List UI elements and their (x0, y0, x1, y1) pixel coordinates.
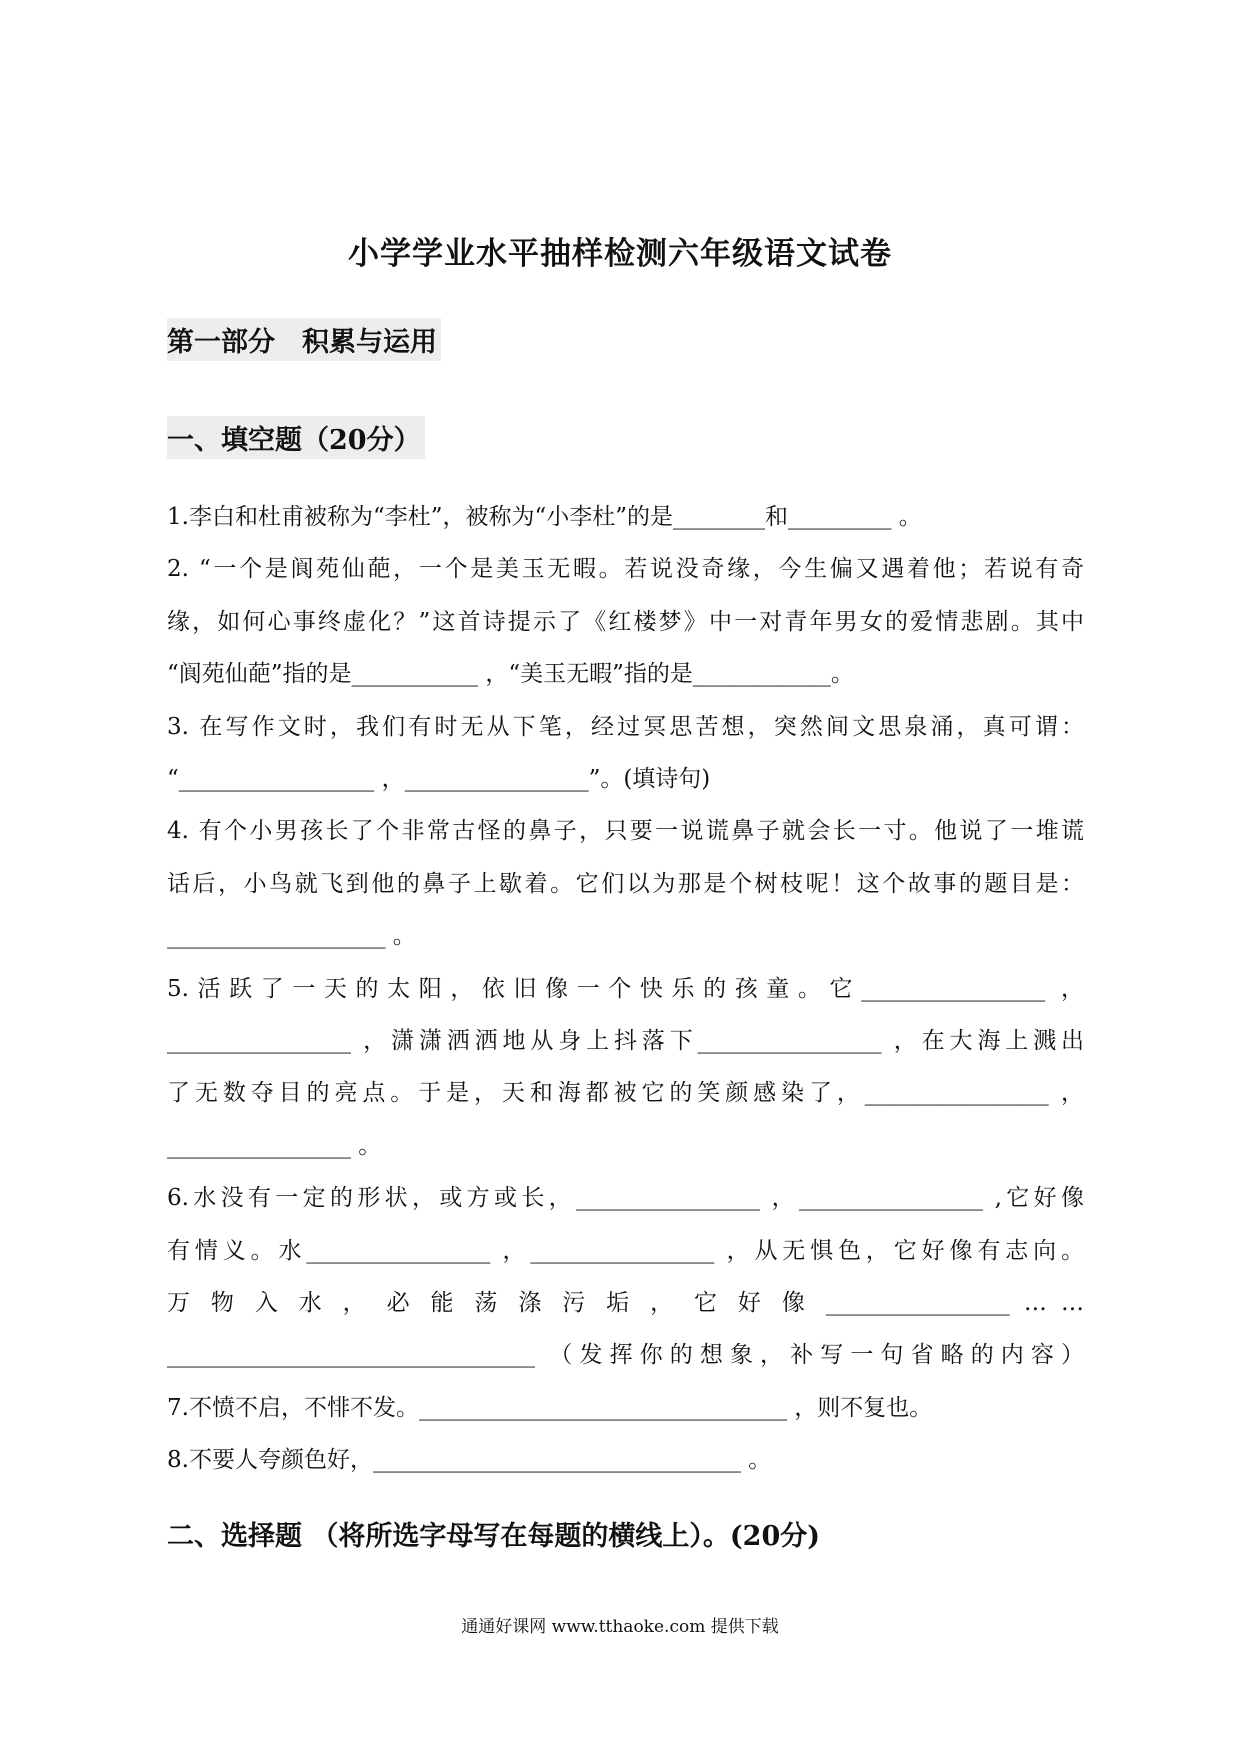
question-line: “阆苑仙葩”指的是___________ ，“美玉无暇”指的是____________。 (167, 661, 854, 688)
footer-watermark: 通通好课网 www.tthaoke.com 提供下载 (461, 1617, 779, 1637)
question-line: 4. 有个小男孩长了个非常古怪的鼻子，只要一说谎鼻子就会长一寸。他说了一堆谎 (167, 818, 1084, 845)
question-line: 1.李白和杜甫被称为“李杜”，被称为“小李杜”的是________和_________ 。 (167, 504, 922, 530)
question-line: ________________________________ （发挥你的想象，补写一句省略的内容） (167, 1342, 1084, 1369)
exam-title: 小学学业水平抽样检测六年级语文试卷 (348, 236, 892, 272)
question-line: 有情义。水________________ ，________________ ，从无惧色，它好像有志向。 (167, 1237, 1084, 1264)
question-line: 8.不要人夸颜色好，________________________________ 。 (167, 1447, 772, 1474)
question-line: ___________________ 。 (167, 923, 416, 950)
question-line: 7.不愤不启，不悱不发。________________________________ ，则不复也。 (167, 1394, 933, 1421)
question-line: 5.活跃了一天的太阳，依旧像一个快乐的孩童。它________________ ， (167, 975, 1084, 1002)
question-line: 6.水没有一定的形状，或方或长，________________ ，________________ ,它好像 (167, 1185, 1084, 1212)
question-line: 3. 在写作文时，我们有时无从下笔，经过冥思苦想，突然间文思泉涌，真可谓： (167, 713, 1084, 740)
question-line: ________________ 。 (167, 1132, 382, 1159)
section-heading-fill-in: 一、填空题（20分） (167, 416, 425, 459)
question-line: “_________________ ，________________”。(填诗句) (167, 766, 711, 792)
part-heading: 第一部分 积累与运用 (167, 318, 441, 361)
question-line: 了无数夺目的亮点。于是，天和海都被它的笑颜感染了，________________ ， (167, 1080, 1084, 1107)
question-line: 万 物 入 水 ， 必 能 荡 涤 污 垢 ， 它 好 像 ________________ … … (167, 1290, 1084, 1316)
section-heading-choice: 二、选择题 （将所选字母写在每题的横线上）。(20分) (167, 1521, 821, 1552)
question-line: 缘，如何心事终虚化？”这首诗提示了《红楼梦》中一对青年男女的爱情悲剧。其中 (167, 608, 1084, 635)
question-line: 2. “一个是阆苑仙葩，一个是美玉无暇。若说没奇缘，今生偏又遇着他；若说有奇 (167, 556, 1084, 583)
question-line: 话后，小鸟就飞到他的鼻子上歇着。它们以为那是个树枝呢！这个故事的题目是： (167, 870, 1084, 897)
question-line: ________________ ，潇潇洒洒地从身上抖落下________________ ，在大海上溅出 (167, 1028, 1084, 1054)
